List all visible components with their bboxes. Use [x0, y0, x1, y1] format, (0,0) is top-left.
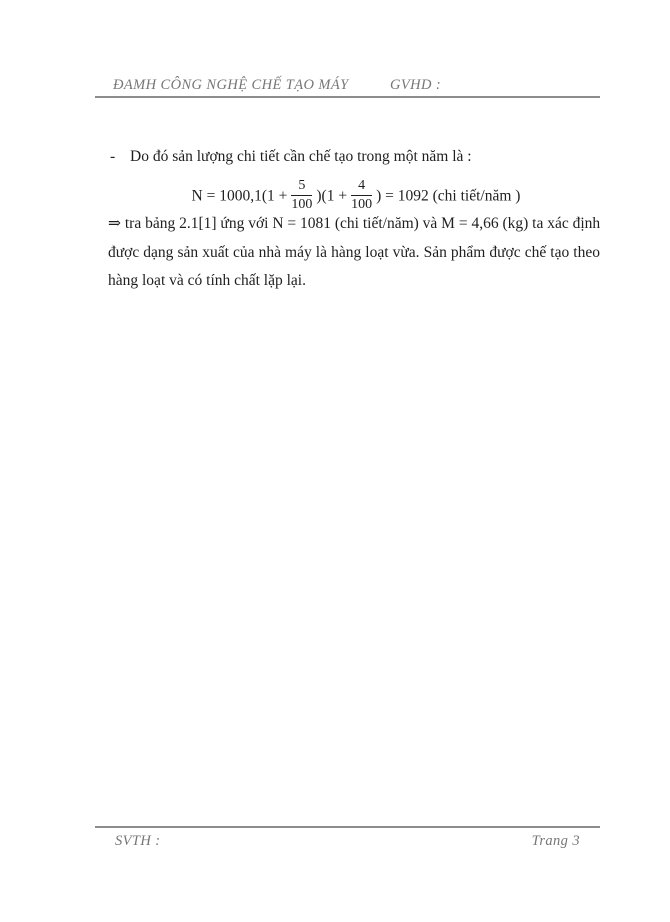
- paragraph-line-1: ⇒ tra bảng 2.1[1] ứng với N = 1081 (chi tiết/năm) và M = 4,66 (kg) ta xác định: [108, 215, 601, 232]
- fraction-1-numerator: 5: [291, 178, 312, 196]
- fraction-2-denominator: 100: [351, 197, 373, 213]
- header-course-title: ĐAMH CÔNG NGHỆ CHẾ TẠO MÁY: [113, 77, 349, 93]
- fraction-1-denominator: 100: [291, 197, 313, 213]
- header-rule: [95, 96, 600, 98]
- paragraph: [108, 210, 600, 296]
- fraction-2-numerator: 4: [351, 178, 372, 196]
- header-advisor-label: GVHD :: [390, 77, 442, 93]
- paragraph-line-3: hàng loạt và có tính chất lặp lại.: [108, 272, 306, 290]
- formula-suffix: ) = 1092 (chi tiết/năm ): [376, 187, 521, 205]
- footer-page-number: Trang 3: [531, 833, 580, 849]
- footer-rule: [95, 826, 600, 828]
- page-footer: [115, 833, 600, 851]
- fraction-2: [351, 178, 372, 213]
- footer-student-label: SVTH :: [115, 833, 161, 849]
- page-header: [113, 77, 600, 95]
- bullet-marker: -: [110, 148, 116, 165]
- fraction-1: [291, 178, 312, 213]
- formula-middle: )(1 +: [316, 187, 348, 205]
- formula-prefix: N = 1000,1(1 +: [191, 187, 288, 205]
- bullet-text: Do đó sản lượng chi tiết cần chế tạo trong một năm là :: [130, 148, 472, 165]
- paragraph-line-2: được dạng sản xuất của nhà máy là hàng loạt vừa. Sản phẩm được chế tạo theo: [108, 243, 600, 261]
- bullet-item: [110, 147, 602, 167]
